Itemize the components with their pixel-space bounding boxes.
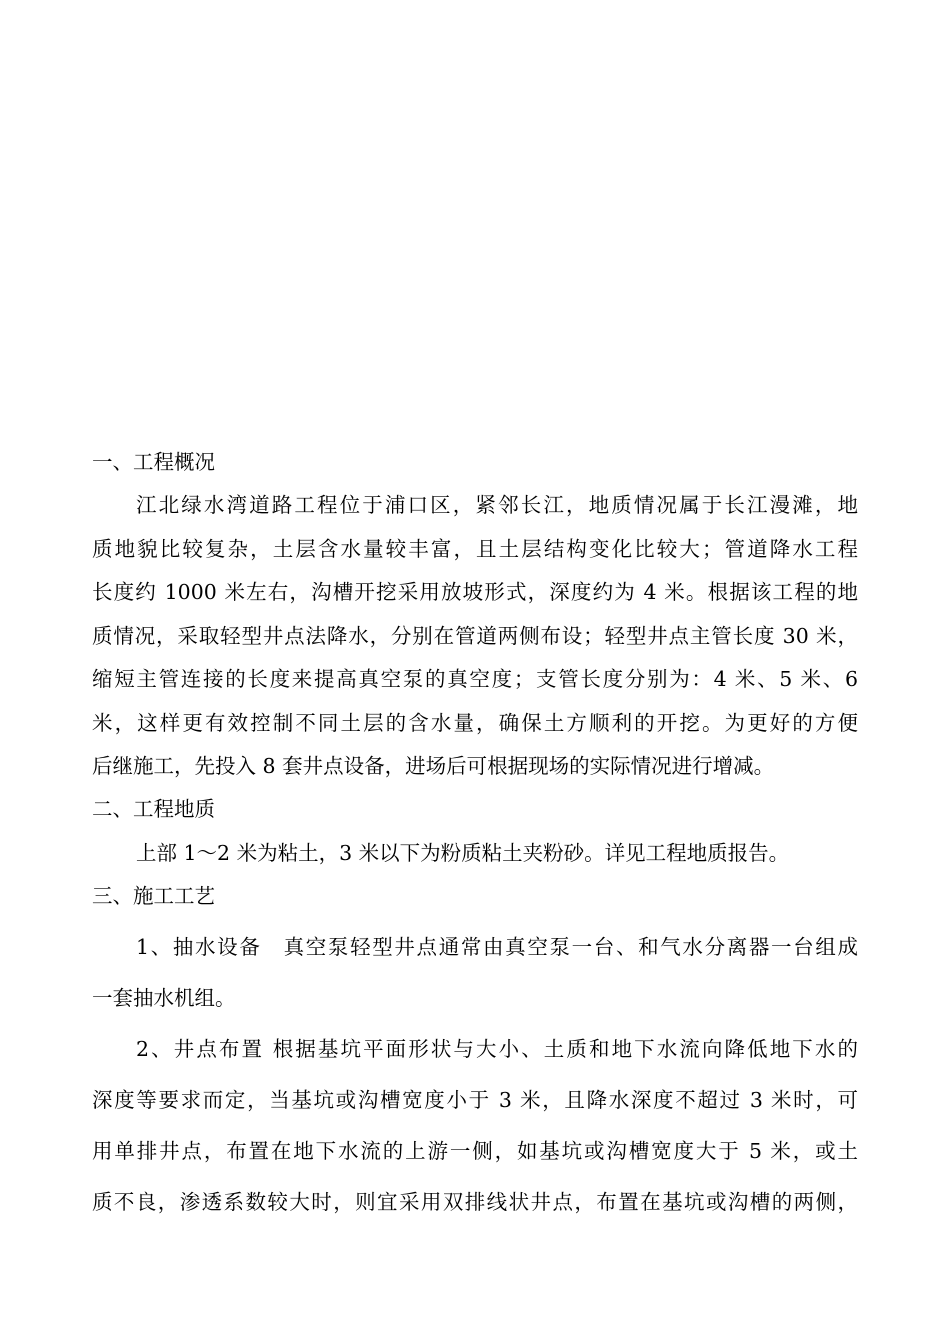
paragraph-line: 深度等要求而定，当基坑或沟槽宽度小于 3 米，且降水深度不超过 3 米时，可 <box>92 1088 858 1112</box>
paragraph-line: 1、抽水设备 真空泵轻型井点通常由真空泵一台、和气水分离器一台组成 <box>136 935 858 959</box>
paragraph-line: 米，这样更有效控制不同土层的含水量，确保土方顺利的开挖。为更好的方便 <box>92 711 858 735</box>
paragraph-line: 2、井点布置 根据基坑平面形状与大小、土质和地下水流向降低地下水的 <box>136 1037 858 1061</box>
paragraph-line: 质情况，采取轻型井点法降水，分别在管道两侧布设；轻型井点主管长度 30 米， <box>92 624 858 648</box>
paragraph-line: 用单排井点，布置在地下水流的上游一侧，如基坑或沟槽宽度大于 5 米，或土 <box>92 1139 858 1163</box>
section-heading-geology: 二、工程地质 <box>92 797 215 821</box>
paragraph-line: 质不良，渗透系数较大时，则宜采用双排线状井点，布置在基坑或沟槽的两侧， <box>92 1190 858 1214</box>
paragraph-line: 质地貌比较复杂，土层含水量较丰富，且土层结构变化比较大；管道降水工程 <box>92 537 858 561</box>
paragraph-line: 缩短主管连接的长度来提高真空泵的真空度；支管长度分别为：4 米、5 米、6 <box>92 667 858 691</box>
paragraph-line: 长度约 1000 米左右，沟槽开挖采用放坡形式，深度约为 4 米。根据该工程的地 <box>92 580 858 604</box>
paragraph-line: 后继施工，先投入 8 套井点设备，进场后可根据现场的实际情况进行增减。 <box>92 754 775 778</box>
paragraph-line: 江北绿水湾道路工程位于浦口区，紧邻长江，地质情况属于长江漫滩，地 <box>136 493 858 517</box>
section-heading-process: 三、施工工艺 <box>92 884 215 908</box>
paragraph-line: 一套抽水机组。 <box>92 986 236 1010</box>
paragraph-line: 上部 1～2 米为粘土，3 米以下为粉质粘土夹粉砂。详见工程地质报告。 <box>136 841 790 865</box>
section-heading-overview: 一、工程概况 <box>92 450 215 474</box>
